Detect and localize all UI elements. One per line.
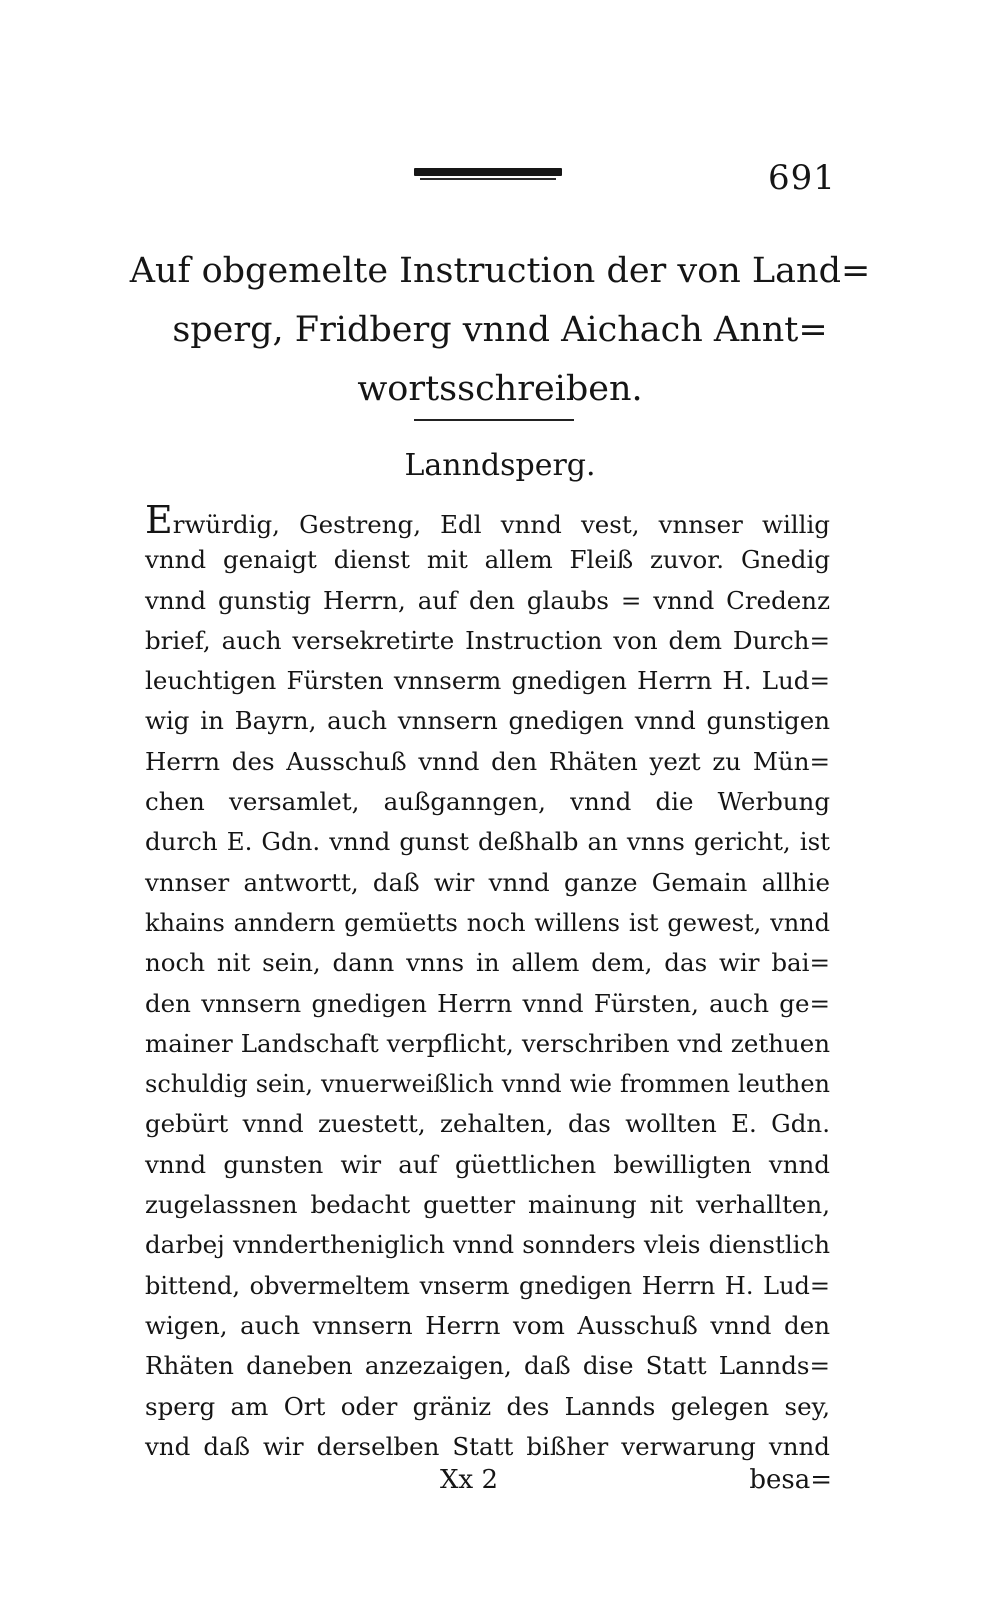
body-line: Herrn des Ausschuß vnnd den Rhäten yezt zu Mün= [145, 746, 830, 776]
body-line: durch E. Gdn. vnnd gunst deßhalb an vnns gericht, ist [145, 827, 830, 857]
body-line: schuldig sein, vnuerweißlich vnnd wie frommen leuthen [145, 1070, 830, 1099]
body-line: gebürt vnnd zuestett, zehalten, das wollten E. Gdn. [145, 1109, 830, 1139]
signature-mark: Xx 2 [440, 1465, 498, 1495]
body-line: vnnser antwortt, daß wir vnnd ganze Gemain allhie [145, 867, 830, 897]
body-line: noch nit sein, dann vnns in allem dem, das wir bai= [145, 948, 830, 978]
header-rule [414, 168, 562, 176]
body-line: vnnd gunstig Herrn, auf den glaubs = vnnd Credenz [145, 585, 830, 615]
heading-line-3: wortsschreiben. [357, 369, 643, 409]
body-line: darbej vnndertheniglich vnnd sonnders vleis dienstlich [145, 1230, 830, 1260]
body-line: chen versamlet, außganngen, vnnd die Werbung [145, 787, 830, 817]
page-number: 691 [768, 158, 836, 198]
body-line: zugelassnen bedacht guetter mainung nit verhallten, [145, 1190, 830, 1220]
body-line: vnnd gunsten wir auf güettlichen bewilligten vnnd [145, 1149, 830, 1179]
body-line: Rhäten daneben anzezaigen, daß dise Statt Lannds= [145, 1351, 830, 1381]
catchword: besa= [749, 1465, 832, 1495]
section-divider [414, 419, 574, 421]
body-line: wigen, auch vnnsern Herrn vom Ausschuß vnnd den [145, 1310, 830, 1340]
body-text [145, 500, 830, 1467]
body-line: sperg am Ort oder gränіz des Lannds gelegen sey, [145, 1391, 830, 1421]
body-line: den vnnsern gnedigen Herrn vnnd Fürsten, auch ge= [145, 988, 830, 1018]
body-line: wig in Bayrn, auch vnnsern gnedigen vnnd gunstigen [145, 706, 830, 736]
body-line: mainer Landschaft verpflicht, verschriben vnd zethuen [145, 1028, 830, 1058]
body-line: bittend, obvermeltem vnserm gnedigen Herrn H. Lud= [145, 1271, 830, 1300]
body-line: khains anndern gemüetts noch willens ist gewest, vnnd [145, 908, 830, 937]
body-line: vnd daß wir derselben Statt bißher verwarung vnnd [145, 1431, 830, 1461]
body-line-first [145, 500, 830, 540]
body-line: vnnd genaigt dienst mit allem Fleiß zuvor. Gnedig [145, 545, 830, 575]
heading-line-2: sperg, Fridberg vnnd Aichach Annt= [172, 310, 828, 350]
first-line-text: rwürdig, Gestreng, Edl vnnd vest, vnnser willig [172, 510, 830, 539]
subheading: Lanndsperg. [404, 448, 596, 483]
section-heading [120, 242, 880, 419]
heading-line-1: Auf obgemelte Instruction der von Land= [129, 251, 871, 291]
dropcap: E [145, 498, 173, 542]
body-line: brief, auch versekretirte Instruction von dem Durch= [145, 625, 830, 655]
body-line: leuchtigen Fürsten vnnserm gnedigen Herrn H. Lud= [145, 666, 830, 696]
